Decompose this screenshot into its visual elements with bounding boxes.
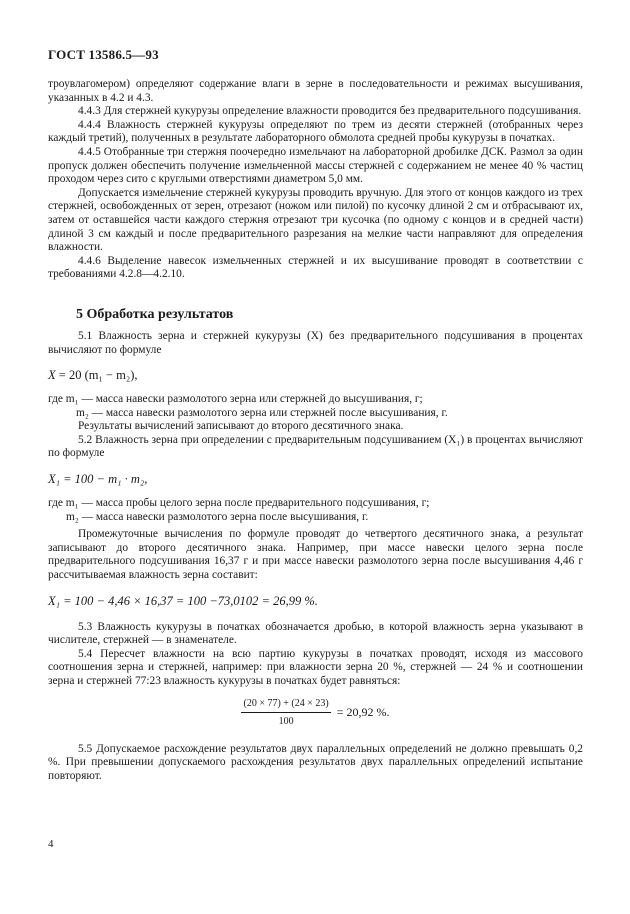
where-2-m2: m₂ — масса навески размолотого зерна после высушивания, г. <box>66 510 369 523</box>
document-header: ГОСТ 13586.5—93 <box>48 47 159 62</box>
paragraph-5-4: 5.4 Пересчет влажности на всю партию кукурузы в початках проводят, исходя из массового соотношения зерна и стержней, например: при влажности зерна 20 %, стержней — 24 % и соотношении зерна и стержней 77:23 влажность кукурузы в початках будет равняться: <box>48 647 583 687</box>
paragraph-4-4-5: 4.4.5 Отобранные три стержня поочередно измельчают на лабораторной дробилке ДСК. Размол за один пропуск должен обеспечить получение измельченной массы стержней с содержанием не менее 40 % частиц проходом через сито с круглыми отверстиями диаметром 5,0 мм. <box>48 145 583 186</box>
formula-1-lhs: X <box>48 368 56 383</box>
formula-4-result: = 20,92 %. <box>336 704 390 719</box>
formula-4-numerator: (20 × 77) + (24 × 23) <box>241 697 330 714</box>
document-body <box>48 78 583 784</box>
where-1-m2: m₂ — масса навески размолотого зерна или стержней после высушивания, г. <box>76 406 448 419</box>
paragraph-4-4-5-manual: Допускается измельчение стержней кукурузы проводить вручную. Для этого от концов каждого из трех стержней, освобожденных от зерен, отрезают (ножом или пилой) по кусочку длиной 2 см и отбрасывают их, затем от оставшейся части каждого стержня отрезают три кусочка (по одному с концов и в средней части) длиной 3 см каждый и после предварительного разрезания на мелкие части направляют для определения влажности. <box>48 186 583 254</box>
paragraph-4-4-4: 4.4.4 Влажность стержней кукурузы определяют по трем из десяти стержней (отобранных через каждый третий), полученных в результате лабораторного обмолота средней пробы кукурузы в початках. <box>48 118 583 145</box>
formula-2: X₁ = 100 − m₁ · m₂, <box>48 472 148 487</box>
paragraph-5-3: 5.3 Влажность кукурузы в початках обозначается дробью, в которой влажность зерна указывают в числителе, стержней — в знаменателе. <box>48 620 583 647</box>
where-1-m1: где m₁ — масса навески размолотого зерна или стержней до высушивания, г; <box>48 393 423 406</box>
paragraph-5-1: 5.1 Влажность зерна и стержней кукурузы (X) без предварительного подсушивания в процентах вычисляют по формуле <box>48 329 583 356</box>
paragraph-4-4-6: 4.4.6 Выделение навесок измельченных стержней и их высушивание проводят в соответствии с требованиями 4.2.8—4.2.10. <box>48 254 583 281</box>
section-heading: 5 Обработка результатов <box>76 306 234 322</box>
page-number: 4 <box>48 838 54 850</box>
where-2-m1: где m₁ — масса пробы целого зерна после предварительного подсушивания, г; <box>48 497 430 510</box>
paragraph-5-2: 5.2 Влажность зерна при определении с предварительным подсушиванием (X₁) в процентах вычисляют по формуле <box>48 433 583 460</box>
formula-4-denominator: 100 <box>278 716 294 728</box>
paragraph-4-4-3: 4.4.3 Для стержней кукурузы определение влажности проводится без предварительного подсушивания. <box>78 105 582 118</box>
paragraph-5-1-rounding: Результаты вычислений записывают до второго десятичного знака. <box>78 420 404 433</box>
paragraph-continuation: троувлагомером) определяют содержание влаги в зерне в последовательности и режимах высушивания, указанных в 4.2 и 4.3. <box>48 78 583 104</box>
formula-1 <box>48 367 583 383</box>
formula-3: X₁ = 100 − 4,46 × 16,37 = 100 −73,0102 = 26,99 %. <box>48 593 318 608</box>
formula-4 <box>48 697 583 729</box>
paragraph-5-2-example: Промежуточные вычисления по формуле проводят до четвертого десятичного знака, а результат записывают до второго десятичного знака. Например, при массе навески целого зерна после предварительного подсушивания 16,37 г и при массе навески размолотого зерна после высушивания 4,46 г рассчитываемая влажность зерна составит: <box>48 528 583 582</box>
formula-4-fraction <box>241 697 330 729</box>
formula-1-rhs: = 20 (m₁ − m₂), <box>58 368 138 383</box>
paragraph-5-5: 5.5 Допускаемое расхождение результатов двух параллельных определений не должно превышать 0,2 %. При превышении допускаемого расхождения результатов двух параллельных определений испытание повторяют. <box>48 742 583 782</box>
